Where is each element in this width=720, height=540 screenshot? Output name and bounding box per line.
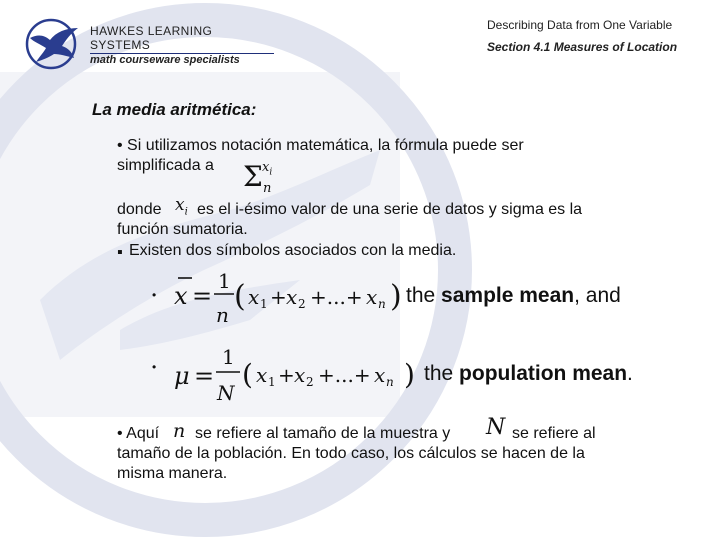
section-title: Section 4.1 Measures of Location: [487, 40, 678, 54]
population-bullet: •: [152, 360, 157, 374]
svg-text:x: x: [174, 282, 188, 310]
svg-text:=: =: [192, 282, 213, 310]
para4-line2: tamaño de la población. En todo caso, los cálculos se hacen de la: [117, 445, 585, 462]
eagle-logo-icon: [24, 18, 82, 70]
sigma-symbol: Σ: [243, 160, 263, 193]
svg-text:=: =: [194, 362, 215, 390]
para3: Existen dos símbolos asociados con la media.: [129, 242, 457, 259]
svg-text:1: 1: [222, 345, 235, 369]
svg-text:+: +: [270, 285, 287, 309]
para2-donde: donde: [117, 201, 162, 218]
para2-rest: es el i-ésimo valor de una serie de datos y sigma es la: [197, 201, 583, 218]
para1-line1: • Si utilizamos notación matemática, la fórmula puede ser: [117, 137, 524, 154]
N-symbol: N: [486, 415, 506, 440]
svg-text:2: 2: [298, 297, 306, 311]
svg-text:n: n: [216, 303, 229, 327]
sum-n: n: [263, 181, 272, 196]
svg-text:x: x: [286, 285, 298, 309]
svg-text:(: (: [234, 279, 246, 314]
svg-text:1: 1: [268, 375, 276, 389]
brand-block: [90, 24, 274, 66]
para4-mid: se refiere al tamaño de la muestra y: [195, 425, 451, 442]
brand-tagline: math courseware specialists: [90, 54, 240, 66]
svg-text:x: x: [374, 363, 386, 387]
para4-end: se refiere al: [512, 425, 596, 442]
svg-text:1: 1: [260, 297, 268, 311]
svg-text:N: N: [217, 381, 235, 405]
brand-name: HAWKES LEARNING SYSTEMS: [90, 24, 274, 54]
svg-text:x: x: [366, 285, 378, 309]
sample-mean-caption: the sample mean, and: [406, 284, 621, 307]
para2-line2: función sumatoria.: [117, 221, 248, 238]
x-i-symbol: $x_i$: [175, 195, 188, 218]
svg-text:x: x: [256, 363, 268, 387]
svg-text:+: +: [278, 363, 295, 387]
sample-mean-equation: [170, 262, 405, 332]
n-symbol: n: [173, 420, 186, 442]
svg-text:(: (: [242, 358, 253, 391]
svg-text:x: x: [294, 363, 306, 387]
page-title: La media aritmética:: [92, 100, 257, 119]
para4-aqui: • Aquí: [117, 425, 160, 442]
svg-text:): ): [404, 358, 415, 391]
population-mean-equation: [170, 342, 420, 408]
sample-bullet: •: [152, 288, 157, 302]
svg-text:+...+: +...+: [318, 363, 371, 387]
svg-text:+...+: +...+: [310, 285, 363, 309]
sum-x-i: $x_i$: [262, 160, 273, 178]
svg-text:n: n: [378, 297, 386, 311]
svg-text:μ: μ: [174, 362, 190, 390]
svg-text:2: 2: [306, 375, 314, 389]
svg-text:): ): [390, 279, 402, 314]
svg-text:1: 1: [218, 269, 231, 293]
para4-line3: misma manera.: [117, 465, 228, 482]
svg-text:n: n: [386, 375, 394, 389]
topic-title: Describing Data from One Variable: [487, 18, 673, 32]
svg-text:x: x: [248, 285, 260, 309]
population-mean-caption: the population mean.: [424, 362, 633, 385]
para3-bullet: ▪: [117, 244, 123, 261]
para1-line2: simplificada a: [117, 157, 214, 174]
